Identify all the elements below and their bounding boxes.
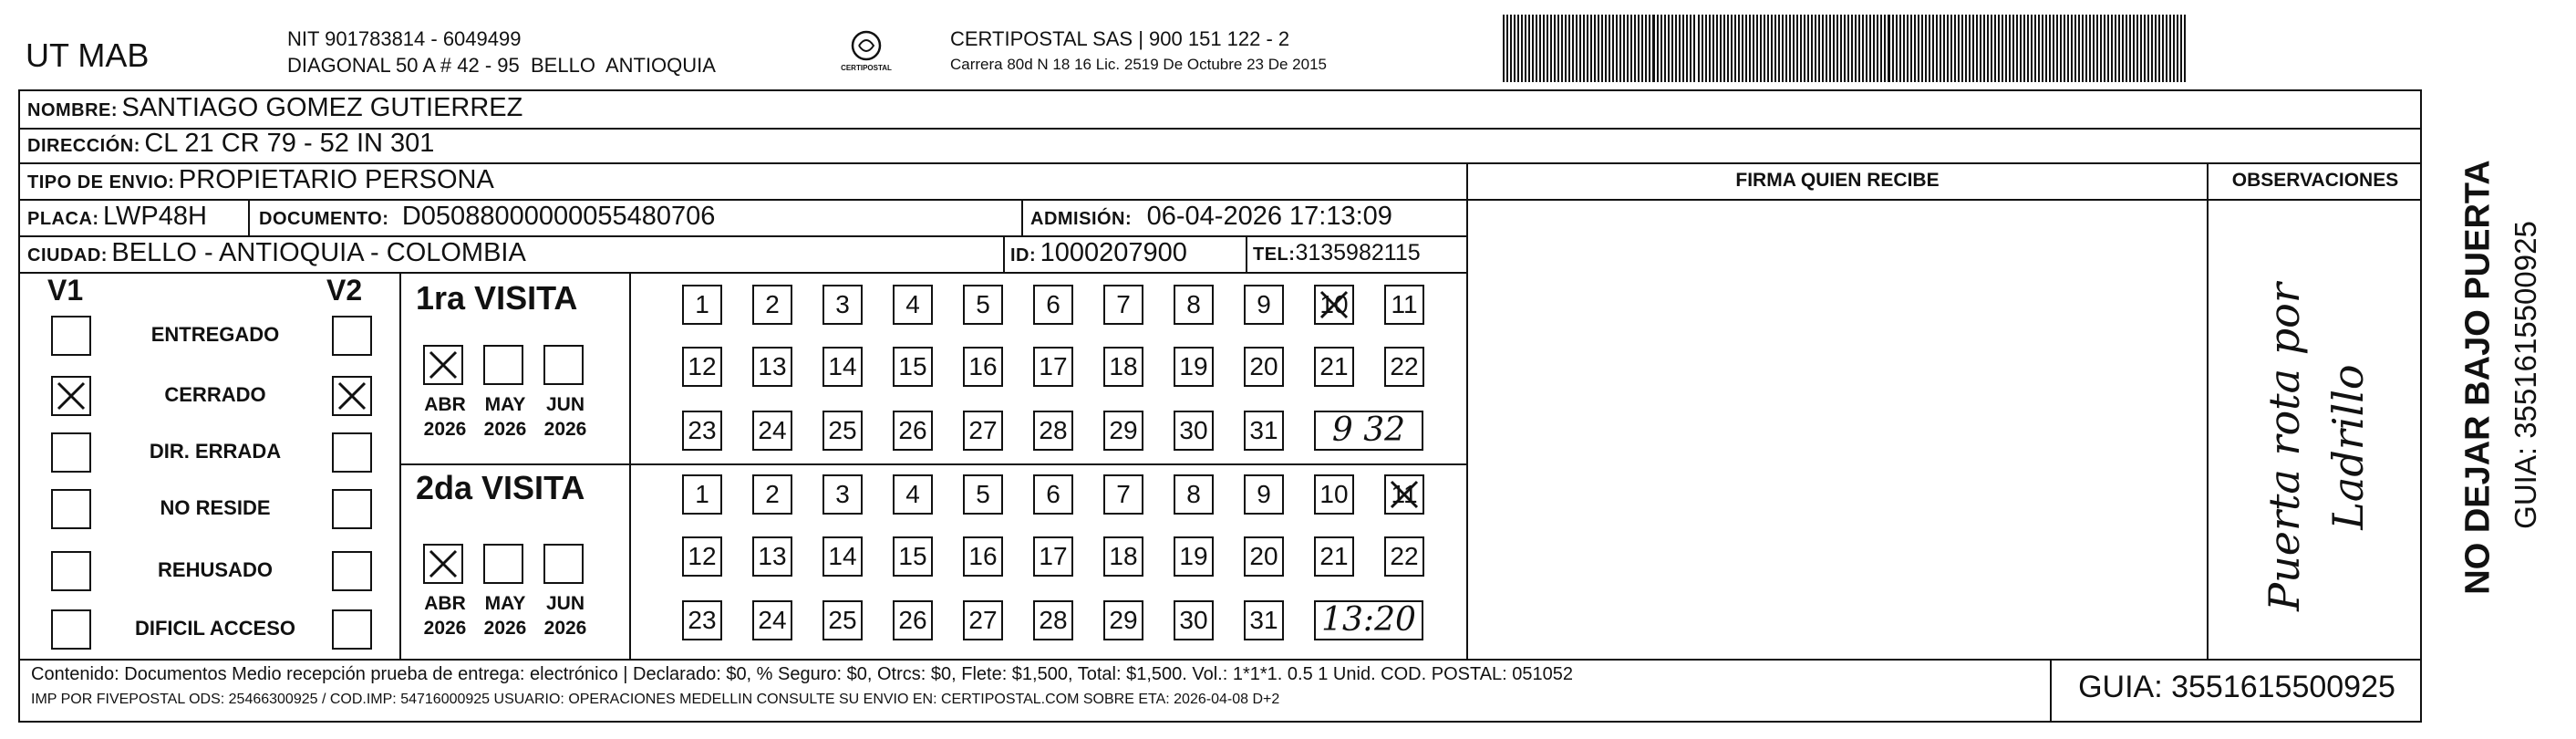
day-box-25[interactable]: 25 [822,411,863,451]
day-box-31[interactable]: 31 [1244,411,1284,451]
day-box-23[interactable]: 23 [682,600,722,640]
day-box-10[interactable]: 10 [1314,285,1354,325]
signature-area[interactable] [1470,201,2205,657]
month-checkbox-may[interactable] [483,345,523,385]
day-box-17[interactable]: 17 [1033,347,1073,387]
day-box-7[interactable]: 7 [1103,474,1143,515]
month-checkbox-abr[interactable] [423,345,463,385]
v2-checkbox-entregado[interactable] [332,316,372,356]
month-checkbox-jun[interactable] [543,544,584,584]
day-box-17[interactable]: 17 [1033,536,1073,577]
day-box-8[interactable]: 8 [1174,474,1214,515]
barcode-svg [1503,15,2188,82]
month-label: MAY 2026 [483,593,527,639]
second-visit-title: 2da VISITA [416,469,585,506]
status-label: DIFICIL ACCESO [134,617,295,640]
day-box-1[interactable]: 1 [682,474,722,515]
day-box-23[interactable]: 23 [682,411,722,451]
day-box-6[interactable]: 6 [1033,285,1073,325]
v2-checkbox-dificil-acceso[interactable] [332,609,372,650]
direccion-label: DIRECCIÓN: [27,136,140,156]
day-box-16[interactable]: 16 [963,347,1003,387]
logo-text: CERTIPOSTAL [841,64,892,72]
v1-checkbox-dificil-acceso[interactable] [51,609,91,650]
month-label: ABR 2026 [423,593,467,639]
documento-value: D05088000000055480706 [401,202,716,231]
day-box-30[interactable]: 30 [1174,600,1214,640]
v2-checkbox-dir-errada[interactable] [332,432,372,473]
day-box-14[interactable]: 14 [822,536,863,577]
placa-value: LWP48H [103,202,207,231]
day-box-9[interactable]: 9 [1244,474,1284,515]
month-checkbox-abr[interactable] [423,544,463,584]
id-label: ID: [1010,245,1037,265]
ciudad-value: BELLO - ANTIOQUIA - COLOMBIA [111,238,526,267]
status-label: DIR. ERRADA [149,440,282,463]
certipostal-logo [830,27,903,82]
day-box-10[interactable]: 10 [1314,474,1354,515]
day-box-20[interactable]: 20 [1244,536,1284,577]
day-box-22[interactable]: 22 [1384,347,1424,387]
day-box-28[interactable]: 28 [1033,600,1073,640]
day-box-2[interactable]: 2 [752,285,792,325]
status-label: REHUSADO [158,558,273,581]
status-label: NO RESIDE [160,496,271,519]
certipostal-info: CERTIPOSTAL SAS | 900 151 122 - 2 [950,27,1290,50]
day-box-20[interactable]: 20 [1244,347,1284,387]
admision-value: 06-04-2026 17:13:09 [1146,202,1392,231]
day-box-13[interactable]: 13 [752,536,792,577]
v2-checkbox-no-reside[interactable] [332,489,372,529]
day-box-4[interactable]: 4 [893,285,933,325]
day-box-11[interactable]: 11 [1384,474,1424,515]
visit-time: 13:20 [1314,600,1423,640]
month-checkbox-may[interactable] [483,544,523,584]
status-label: ENTREGADO [150,323,280,346]
company-name: UT MAB [26,36,150,74]
nombre-label: NOMBRE: [27,100,119,120]
month-label: MAY 2026 [483,394,527,440]
day-box-12[interactable]: 12 [682,347,722,387]
day-box-15[interactable]: 15 [893,347,933,387]
day-box-31[interactable]: 31 [1244,600,1284,640]
direccion-value: CL 21 CR 79 - 52 IN 301 [144,129,435,158]
day-box-25[interactable]: 25 [822,600,863,640]
day-box-27[interactable]: 27 [963,411,1003,451]
day-box-24[interactable]: 24 [752,600,792,640]
day-box-19[interactable]: 19 [1174,347,1214,387]
day-box-11[interactable]: 11 [1384,285,1424,325]
day-box-27[interactable]: 27 [963,600,1003,640]
day-box-12[interactable]: 12 [682,536,722,577]
day-box-18[interactable]: 18 [1103,347,1143,387]
observaciones-label: OBSERVACIONES [2231,170,2399,191]
day-box-6[interactable]: 6 [1033,474,1073,515]
day-box-9[interactable]: 9 [1244,285,1284,325]
first-visit-title: 1ra VISITA [416,279,578,317]
day-box-29[interactable]: 29 [1103,411,1143,451]
license-info: Carrera 80d N 18 16 Lic. 2519 De Octubre 23 De 2015 [950,56,1327,73]
v1-checkbox-cerrado[interactable] [51,376,91,416]
v1-checkbox-no-reside[interactable] [51,489,91,529]
day-box-1[interactable]: 1 [682,285,722,325]
v1-checkbox-rehusado[interactable] [51,551,91,591]
barcode [1503,15,2188,82]
v2-checkbox-cerrado[interactable] [332,376,372,416]
day-box-28[interactable]: 28 [1033,411,1073,451]
day-box-26[interactable]: 26 [893,600,933,640]
day-box-2[interactable]: 2 [752,474,792,515]
footer-guia: GUIA: 3551615500925 [2078,670,2395,704]
observaciones-note: Puerta rota por Ladrillo [2260,283,2373,611]
day-box-24[interactable]: 24 [752,411,792,451]
day-box-3[interactable]: 3 [822,474,863,515]
v1-label: V1 [47,274,84,307]
contenido-line: Contenido: Documentos Medio recepción prueba de entrega: electrónico | Declarado: $0, % Seguro: $0, Otrcs: $0, Flete: $1,500, Total: $1,500. Vol.: 1*1*1. 0.5 1 Unid. COD. POSTAL: 051052 [31,664,1574,684]
day-box-3[interactable]: 3 [822,285,863,325]
day-box-19[interactable]: 19 [1174,536,1214,577]
v1-checkbox-entregado[interactable] [51,316,91,356]
id-value: 1000207900 [1040,238,1187,267]
day-box-29[interactable]: 29 [1103,600,1143,640]
v2-label: V2 [326,274,363,307]
imp-line: IMP POR FIVEPOSTAL ODS: 25466300925 / COD.IMP: 54716000925 USUARIO: OPERACIONES MEDELLIN CONSULTE SU ENVIO EN: CERTIPOSTAL.COM SOBRE ETA: 2026-04-08 D+2 [31,692,1280,707]
day-box-22[interactable]: 22 [1384,536,1424,577]
day-box-8[interactable]: 8 [1174,285,1214,325]
tipo-value: PROPIETARIO PERSONA [178,165,494,194]
placa-label: PLACA: [27,209,99,229]
ciudad-label: CIUDAD: [27,245,108,265]
nit: NIT 901783814 - 6049499 [287,27,522,50]
day-box-14[interactable]: 14 [822,347,863,387]
tel-value: 3135982115 [1295,240,1421,265]
month-label: ABR 2026 [423,394,467,440]
v2-checkbox-rehusado[interactable] [332,551,372,591]
tipo-label: TIPO DE ENVIO: [27,172,175,193]
day-box-30[interactable]: 30 [1174,411,1214,451]
tel-label: TEL: [1253,245,1296,265]
no-dejar-bajo-puerta: NO DEJAR BAJO PUERTA [2458,160,2498,595]
day-box-16[interactable]: 16 [963,536,1003,577]
visit-time: 9 32 [1314,411,1423,451]
documento-label: DOCUMENTO: [259,209,389,229]
day-box-13[interactable]: 13 [752,347,792,387]
day-box-5[interactable]: 5 [963,474,1003,515]
day-box-18[interactable]: 18 [1103,536,1143,577]
day-box-4[interactable]: 4 [893,474,933,515]
admision-label: ADMISIÓN: [1030,209,1133,229]
status-label: CERRADO [164,383,266,406]
day-box-7[interactable]: 7 [1103,285,1143,325]
nombre-value: SANTIAGO GOMEZ GUTIERREZ [121,93,523,122]
day-box-21[interactable]: 21 [1314,347,1354,387]
month-checkbox-jun[interactable] [543,345,584,385]
v1-checkbox-dir-errada[interactable] [51,432,91,473]
day-box-5[interactable]: 5 [963,285,1003,325]
day-box-15[interactable]: 15 [893,536,933,577]
month-label: JUN 2026 [543,394,587,440]
day-box-21[interactable]: 21 [1314,536,1354,577]
side-guia: GUIA: 3551615500925 [2509,221,2542,529]
month-label: JUN 2026 [543,593,587,639]
company-address: DIAGONAL 50 A # 42 - 95 BELLO ANTIOQUIA [287,54,716,77]
day-box-26[interactable]: 26 [893,411,933,451]
firma-label: FIRMA QUIEN RECIBE [1735,170,1940,191]
